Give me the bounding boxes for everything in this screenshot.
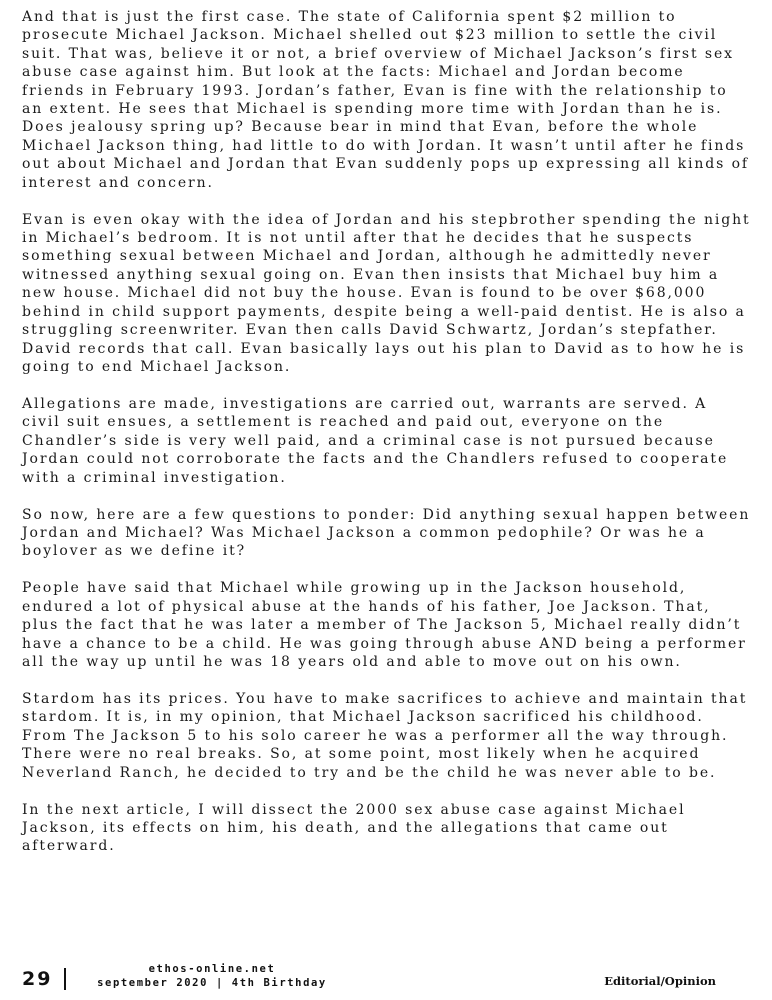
issue-date: september 2020 | 4th Birthday bbox=[97, 977, 327, 989]
page-number: 29 bbox=[22, 968, 53, 990]
article-paragraph-4: So now, here are a few questions to ponder: Did anything sexual happen between Jordan and Michael? Was Michael Jackson a common pedophile? Or was he a boylover as we define it? bbox=[22, 506, 751, 560]
footer-site-info bbox=[84, 962, 340, 990]
section-label: Editorial/Opinion bbox=[604, 974, 716, 988]
article-paragraph-2: Evan is even okay with the idea of Jordan and his stepbrother spending the night in Michael’s bedroom. It is not until after that he decides that he suspects something sexual between Michael and Jordan, although he admittedly never witnessed anything sexual going on. Evan then insists that Michael buy him a new house. Michael did not buy the house. Evan is found to be over $68,000 behind in child support payments, despite being a well-paid dentist. He is also a struggling screenwriter. Evan then calls David Schwartz, Jordan’s stepfather. David records that call. Evan basically lays out his plan to David as to how he is going to end Michael Jackson. bbox=[22, 211, 751, 375]
page-footer bbox=[0, 960, 772, 1000]
article-paragraph-6: Stardom has its prices. You have to make sacrifices to achieve and maintain that stardom. It is, in my opinion, that Michael Jackson sacrificed his childhood. From The Jackson 5 to his solo career he was a performer all the way through. There were no real breaks. So, at some point, most likely when he acquired Neverland Ranch, he decided to try and be the child he was never able to be. bbox=[22, 690, 748, 781]
article-body bbox=[22, 8, 752, 874]
article-paragraph-3: Allegations are made, investigations are carried out, warrants are served. A civil suit ensues, a settlement is reached and paid out, everyone on the Chandler’s side is very well paid, and a criminal case is not pursued because Jordan could not corroborate the facts and the Chandlers refused to cooperate with a criminal investigation. bbox=[22, 395, 729, 486]
article-paragraph-1: And that is just the first case. The state of California spent $2 million to prosecute Michael Jackson. Michael shelled out $23 million to settle the civil suit. That was, believe it or not, a brief overview of Michael Jackson’s first sex abuse case against him. But look at the facts: Michael and Jordan become friends in February 1993. Jordan’s father, Evan is fine with the relationship to an extent. He sees that Michael is spending more time with Jordan than he is. Does jealousy spring up? Because bear in mind that Evan, before the whole Michael Jackson thing, had little to do with Jordan. It wasn’t until after he finds out about Michael and Jordan that Evan suddenly pops up expressing all kinds of interest and concern. bbox=[22, 9, 749, 191]
article-paragraph-7: In the next article, I will dissect the 2000 sex abuse case against Michael Jackson, its effects on him, his death, and the allegations that came out afterward. bbox=[22, 801, 686, 855]
article-paragraph-5: People have said that Michael while growing up in the Jackson household, endured a lot of physical abuse at the hands of his father, Joe Jackson. That, plus the fact that he was later a member of The Jackson 5, Michael really didn’t have a chance to be a child. He was going through abuse AND being a performer all the way up until he was 18 years old and able to move out on his own. bbox=[22, 580, 747, 670]
footer-divider bbox=[64, 968, 66, 990]
site-url: ethos-online.net bbox=[148, 963, 276, 975]
